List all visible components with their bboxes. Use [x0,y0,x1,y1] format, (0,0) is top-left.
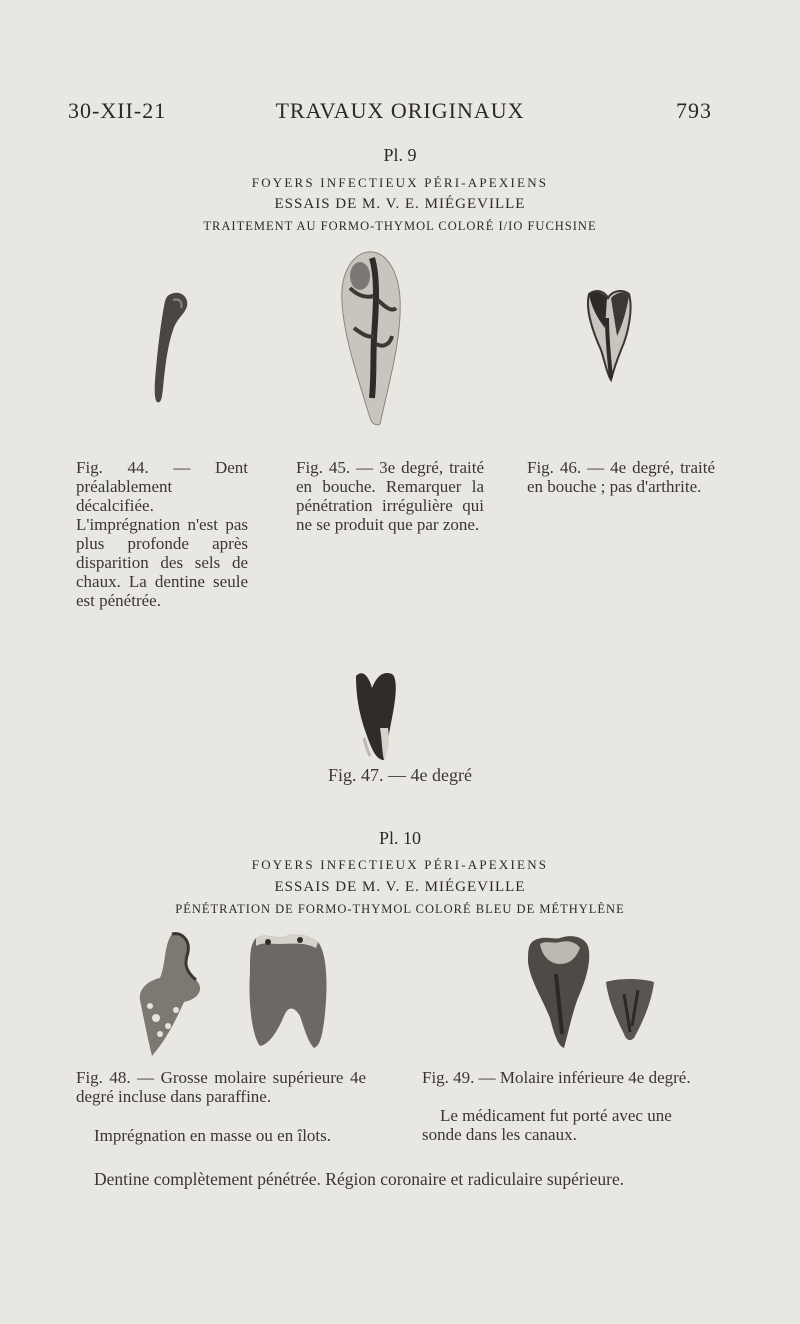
fig-45-caption: Fig. 45. — 3e degré, traité en bouche. Remarquer la pénétration irrégulière qui ne se produit que par zone. [296,458,484,534]
fig-47-tooth-image [352,668,400,762]
plate-10-line-2: ESSAIS DE M. V. E. MIÉGEVILLE [274,879,526,895]
plate-10-line-3: PÉNÉTRATION DE FORMO-THYMOL COLORÉ BLEU DE MÉTHYLÈNE [175,902,625,916]
fig-48-molar-image [244,932,330,1050]
fig-49-caption-note: Le médicament fut porté avec une sonde dans les canaux. [422,1106,672,1144]
page-number: 793 [676,98,712,123]
fig-48-caption: Fig. 48. — Grosse molaire supérieure 4e degré incluse dans paraffine. [76,1068,366,1106]
fig-45-tooth-image [338,248,408,426]
fig-46-tooth-image [583,288,633,383]
fig-49-caption: Fig. 49. — Molaire inférieure 4e degré. [422,1068,691,1087]
fig-44-tooth-image [145,288,195,408]
plate-9-title: Pl. 9 [383,145,417,165]
fig-46-caption: Fig. 46. — 4e degré, traité en bouche ; pas d'arthrite. [527,458,715,496]
plate-10-footer-caption: Dentine complètement pénétrée. Région coronaire et radiculaire supérieure. [94,1169,625,1189]
plate-9-line-2: ESSAIS DE M. V. E. MIÉGEVILLE [274,196,526,212]
running-date: 30-XII-21 [68,98,167,123]
fig-48-tooth-fragment-image [136,930,208,1058]
fig-47-caption: Fig. 47. — 4e degré [328,765,472,785]
fig-44-caption: Fig. 44. — Dent préalablement décalcifiée. L'imprégnation n'est pas plus profonde après disparition des sels de chaux. La dentine seule est pénétrée. [76,458,248,610]
plate-10-line-1: FOYERS INFECTIEUX PÉRI-APEXIENS [251,857,549,872]
running-title: TRAVAUX ORIGINAUX [275,98,525,123]
plate-9-line-1: FOYERS INFECTIEUX PÉRI-APEXIENS [251,175,549,190]
plate-10-title: Pl. 10 [378,828,421,848]
plate-9-line-3: TRAITEMENT AU FORMO-THYMOL COLORÉ I/IO FUCHSINE [203,219,597,233]
fig-48-caption-note: Imprégnation en masse ou en îlots. [94,1126,332,1145]
fig-49-molar-image [526,934,592,1050]
fig-49-fragment-image [604,978,656,1042]
